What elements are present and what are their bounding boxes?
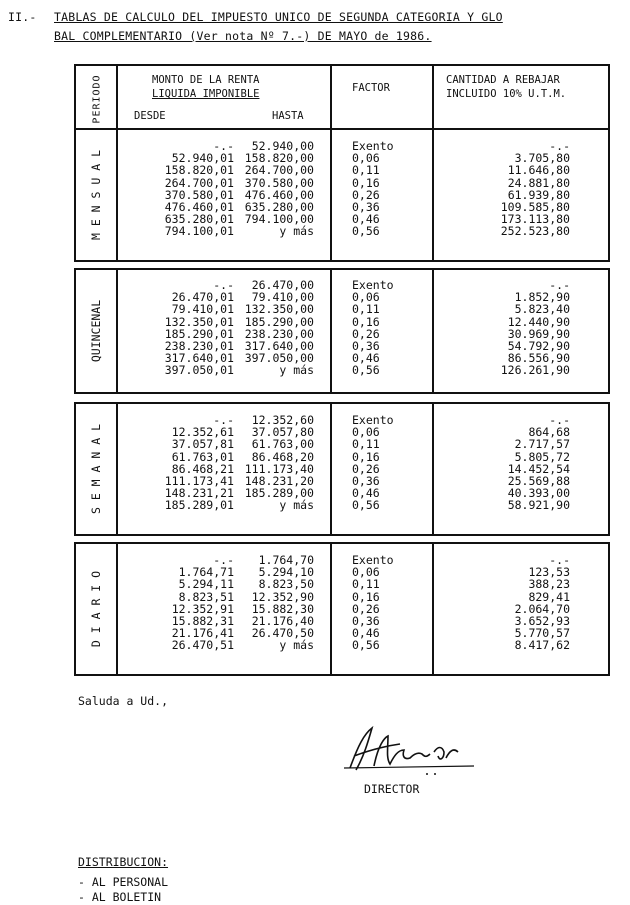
section-semanal [74, 402, 610, 536]
section-diario [74, 542, 610, 676]
factor-cell: 0,46 [352, 351, 380, 366]
desde-cell: 635.280,01 [164, 212, 234, 227]
cantidad-cell: 11.646,80 [507, 163, 570, 178]
hasta-cell: 12.352,90 [251, 589, 314, 604]
director-signature [334, 716, 484, 786]
hasta-cell: 61.763,00 [251, 437, 314, 452]
cantidad-header-line-1: CANTIDAD A REBAJAR [446, 74, 560, 86]
cantidad-cell: 173.113,80 [500, 212, 570, 227]
table-row [76, 177, 608, 189]
desde-cell: 12.352,61 [171, 425, 234, 440]
factor-cell: 0,16 [352, 449, 380, 464]
cantidad-cell: 86.556,90 [507, 351, 570, 366]
desde-cell: 86.468,21 [171, 461, 234, 476]
factor-cell: 0,56 [352, 638, 380, 653]
factor-cell: Exento [352, 139, 394, 153]
desde-cell: 794.100,01 [164, 224, 234, 239]
desde-cell: 1.764,71 [178, 565, 234, 580]
cantidad-cell: 252.523,80 [500, 224, 570, 239]
factor-cell: 0,06 [352, 565, 380, 580]
section-label: M E N S U A L [89, 149, 103, 241]
cantidad-cell: 54.792,90 [507, 338, 570, 353]
cantidad-cell: 61.939,80 [507, 187, 570, 202]
factor-cell: 0,16 [352, 175, 380, 190]
hasta-cell: 86.468,20 [251, 449, 314, 464]
cantidad-cell: 109.585,80 [500, 199, 570, 214]
desde-cell: 5.294,11 [178, 577, 234, 592]
section-rows [76, 414, 608, 512]
distribution-item: - AL PERSONAL [78, 875, 169, 889]
hasta-cell: 12.352,60 [251, 413, 314, 427]
desde-cell: 8.823,51 [178, 589, 234, 604]
desde-cell: -.- [213, 553, 234, 567]
cantidad-header-line-2: INCLUIDO 10% U.T.M. [446, 88, 567, 100]
desde-cell: 37.057,81 [171, 437, 234, 452]
factor-header: FACTOR [352, 82, 390, 94]
desde-cell: 370.580,01 [164, 187, 234, 202]
factor-cell: 0,56 [352, 498, 380, 513]
hasta-cell: y más [279, 363, 314, 378]
hasta-cell: 635.280,00 [244, 199, 314, 214]
hasta-cell: 264.700,00 [244, 163, 314, 178]
cantidad-cell: 30.969,90 [507, 326, 570, 341]
factor-cell: Exento [352, 278, 394, 292]
desde-header: DESDE [134, 110, 166, 122]
hasta-cell: 370.580,00 [244, 175, 314, 190]
distribution-item: - AL BOLETIN [78, 890, 162, 904]
factor-cell: 0,46 [352, 486, 380, 501]
table-row [76, 591, 608, 603]
desde-cell: 26.470,51 [171, 638, 234, 653]
hasta-cell: y más [279, 224, 314, 239]
monto-header-line-1: MONTO DE LA RENTA [152, 74, 260, 86]
desde-cell: 52.940,01 [171, 151, 234, 166]
desde-cell: 158.820,01 [164, 163, 234, 178]
table-row [76, 578, 608, 590]
document-heading [8, 8, 618, 46]
cantidad-cell: 864,68 [528, 425, 570, 440]
table-header [74, 64, 610, 130]
section-label: QUINCENAL [89, 299, 103, 363]
section-mensual [74, 128, 610, 262]
section-rows [76, 140, 608, 238]
heading-line-2: BAL COMPLEMENTARIO (Ver nota Nº 7.-) DE MAYO de 1986. [54, 29, 432, 43]
factor-cell: 0,11 [352, 577, 380, 592]
hasta-cell: 111.173,40 [244, 461, 314, 476]
desde-cell: 79.410,01 [171, 302, 234, 317]
cantidad-cell: -.- [549, 413, 570, 427]
table-row [76, 316, 608, 328]
cantidad-cell: 5.823,40 [514, 302, 570, 317]
factor-cell: 0,56 [352, 363, 380, 378]
factor-cell: 0,26 [352, 187, 380, 202]
desde-cell: 21.176,41 [171, 626, 234, 641]
cantidad-cell: 25.569,88 [507, 473, 570, 488]
factor-cell: 0,16 [352, 314, 380, 329]
factor-cell: 0,36 [352, 338, 380, 353]
section-rows [76, 279, 608, 377]
factor-cell: 0,11 [352, 302, 380, 317]
factor-cell: 0,26 [352, 326, 380, 341]
cantidad-cell: 2.064,70 [514, 601, 570, 616]
cantidad-cell: 40.393,00 [507, 486, 570, 501]
factor-cell: 0,26 [352, 461, 380, 476]
factor-cell: 0,11 [352, 163, 380, 178]
cantidad-cell: 8.417,62 [514, 638, 570, 653]
desde-cell: 12.352,91 [171, 601, 234, 616]
cantidad-cell: -.- [549, 139, 570, 153]
factor-cell: 0,11 [352, 437, 380, 452]
cantidad-cell: 123,53 [528, 565, 570, 580]
factor-cell: 0,36 [352, 199, 380, 214]
table-row [76, 303, 608, 315]
cantidad-cell: 24.881,80 [507, 175, 570, 190]
factor-cell: 0,36 [352, 613, 380, 628]
hasta-cell: 21.176,40 [251, 613, 314, 628]
hasta-cell: 794.100,00 [244, 212, 314, 227]
section-label: S E M A N A L [89, 423, 103, 515]
hasta-cell: 132.350,00 [244, 302, 314, 317]
cantidad-cell: 58.921,90 [507, 498, 570, 513]
hasta-cell: 1.764,70 [258, 553, 314, 567]
cantidad-cell: 2.717,57 [514, 437, 570, 452]
desde-cell: 185.289,01 [164, 498, 234, 513]
cantidad-cell: 829,41 [528, 589, 570, 604]
hasta-header: HASTA [272, 110, 304, 122]
desde-cell: 476.460,01 [164, 199, 234, 214]
factor-cell: 0,46 [352, 626, 380, 641]
desde-cell: -.- [213, 278, 234, 292]
cantidad-cell: 5.770,57 [514, 626, 570, 641]
section-quincenal [74, 268, 610, 394]
factor-cell: Exento [352, 553, 394, 567]
cantidad-cell: 388,23 [528, 577, 570, 592]
closing-saluda: Saluda a Ud., [78, 694, 169, 708]
section-label: D I A R I O [89, 570, 103, 648]
cantidad-cell: 14.452,54 [507, 461, 570, 476]
desde-cell: 26.470,01 [171, 290, 234, 305]
section-number: II.- [8, 10, 37, 24]
factor-cell: 0,06 [352, 425, 380, 440]
hasta-cell: 185.290,00 [244, 314, 314, 329]
cantidad-cell: 12.440,90 [507, 314, 570, 329]
desde-cell: 397.050,01 [164, 363, 234, 378]
cantidad-cell: 3.705,80 [514, 151, 570, 166]
desde-cell: 111.173,41 [164, 473, 234, 488]
hasta-cell: y más [279, 638, 314, 653]
table-row [76, 639, 608, 651]
hasta-cell: 5.294,10 [258, 565, 314, 580]
hasta-cell: 397.050,00 [244, 351, 314, 366]
heading-line-1: TABLAS DE CALCULO DEL IMPUESTO UNICO DE SEGUNDA CATEGORIA Y GLO [54, 10, 503, 24]
director-title: DIRECTOR [364, 782, 420, 796]
table-row [76, 364, 608, 376]
hasta-cell: 15.882,30 [251, 601, 314, 616]
monto-header-line-2: LIQUIDA IMPONIBLE [152, 88, 260, 100]
desde-cell: -.- [213, 413, 234, 427]
desde-cell: 238.230,01 [164, 338, 234, 353]
factor-cell: 0,06 [352, 151, 380, 166]
hasta-cell: 317.640,00 [244, 338, 314, 353]
desde-cell: 317.640,01 [164, 351, 234, 366]
desde-cell: 132.350,01 [164, 314, 234, 329]
desde-cell: 148.231,21 [164, 486, 234, 501]
desde-cell: 15.882,31 [171, 613, 234, 628]
hasta-cell: 26.470,00 [251, 278, 314, 292]
hasta-cell: 26.470,50 [251, 626, 314, 641]
hasta-cell: 238.230,00 [244, 326, 314, 341]
table-row [76, 164, 608, 176]
cantidad-cell: 1.852,90 [514, 290, 570, 305]
factor-cell: 0,36 [352, 473, 380, 488]
desde-cell: 264.700,01 [164, 175, 234, 190]
factor-cell: 0,16 [352, 589, 380, 604]
desde-cell: -.- [213, 139, 234, 153]
periodo-header: PERIODO [91, 74, 103, 124]
hasta-cell: 52.940,00 [251, 139, 314, 153]
cantidad-cell: -.- [549, 553, 570, 567]
table-row [76, 451, 608, 463]
hasta-cell: 148.231,20 [244, 473, 314, 488]
cantidad-cell: 5.805,72 [514, 449, 570, 464]
table-row [76, 438, 608, 450]
factor-cell: 0,06 [352, 290, 380, 305]
hasta-cell: y más [279, 498, 314, 513]
cantidad-cell: -.- [549, 278, 570, 292]
desde-cell: 61.763,01 [171, 449, 234, 464]
hasta-cell: 37.057,80 [251, 425, 314, 440]
hasta-cell: 158.820,00 [244, 151, 314, 166]
desde-cell: 185.290,01 [164, 326, 234, 341]
factor-cell: Exento [352, 413, 394, 427]
hasta-cell: 8.823,50 [258, 577, 314, 592]
hasta-cell: 79.410,00 [251, 290, 314, 305]
distribution-title: DISTRIBUCION: [78, 855, 169, 869]
table-row [76, 499, 608, 511]
cantidad-cell: 126.261,90 [500, 363, 570, 378]
factor-cell: 0,46 [352, 212, 380, 227]
hasta-cell: 185.289,00 [244, 486, 314, 501]
factor-cell: 0,26 [352, 601, 380, 616]
section-rows [76, 554, 608, 652]
table-row [76, 225, 608, 237]
factor-cell: 0,56 [352, 224, 380, 239]
cantidad-cell: 3.652,93 [514, 613, 570, 628]
hasta-cell: 476.460,00 [244, 187, 314, 202]
